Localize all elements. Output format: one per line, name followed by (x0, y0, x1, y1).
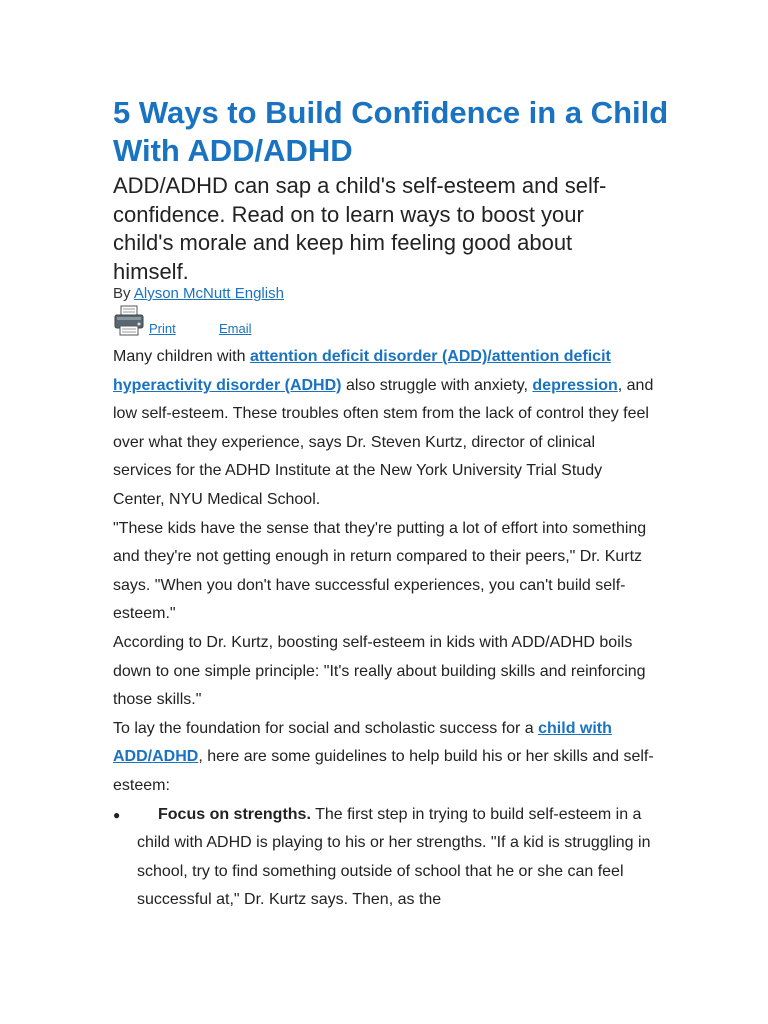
paragraph-text: To lay the foundation for social and scholastic success for a (113, 719, 539, 737)
article-tools (113, 305, 413, 341)
printer-icon[interactable] (113, 305, 145, 337)
add-adhd-link[interactable]: attention deficit disorder (ADD)/attention deficit hyperactivity disorder (ADHD) (113, 348, 611, 394)
article-subtitle: ADD/ADHD can sap a child's self-esteem and self-confidence. Read on to learn ways to boost your child's morale and keep him feeling good about himself. (113, 173, 607, 284)
child-with-add-adhd-link[interactable]: child with ADD/ADHD (113, 719, 612, 766)
depression-link[interactable]: depression (532, 376, 618, 394)
paragraph-2: "These kids have the sense that they're putting a lot of effort into something and they're not getting enough in return compared to their peers," Dr. Kurtz says. "When you don't have successful experiences, you can't build self-esteem." (113, 519, 647, 623)
print-link[interactable]: Print (149, 321, 176, 336)
bullet-icon: ● (113, 807, 121, 822)
paragraph-4 (113, 715, 658, 801)
bullet-text: The first step in trying to build self-esteem in a child with ADHD is playing to his or her strengths. "If a kid is struggling in school, try to find something outside of school that he or she can feel successful at," Dr. Kurtz says. Then, as the (137, 805, 651, 909)
paragraph-text: , here are some guidelines to help build his or her skills and self-esteem: (113, 748, 654, 794)
paragraph-text: also struggle with anxiety, (341, 376, 533, 394)
paragraph-text: , and low self-esteem. These troubles often stem from the lack of control they feel over what they experience, says Dr. Steven Kurtz, director of clinical services for the ADHD Institute at the New York University Trial Study Center, NYU Medical School. (113, 376, 654, 508)
paragraph-text: Many children with (113, 348, 250, 365)
paragraph-1 (113, 343, 658, 515)
guidelines-list (113, 801, 658, 915)
author-link[interactable]: Alyson McNutt English (133, 285, 284, 302)
article-title: 5 Ways to Build Confidence in a Child With ADD/ADHD (113, 95, 669, 168)
email-link[interactable]: Email (219, 321, 252, 336)
list-item (113, 801, 658, 915)
article-body (113, 343, 658, 915)
byline-prefix: By (113, 285, 134, 302)
byline (113, 285, 284, 303)
bullet-heading: Focus on strengths. (158, 805, 311, 823)
paragraph-3: According to Dr. Kurtz, boosting self-esteem in kids with ADD/ADHD boils down to one simple principle: "It's really about building skills and reinforcing those skills." (113, 633, 646, 709)
